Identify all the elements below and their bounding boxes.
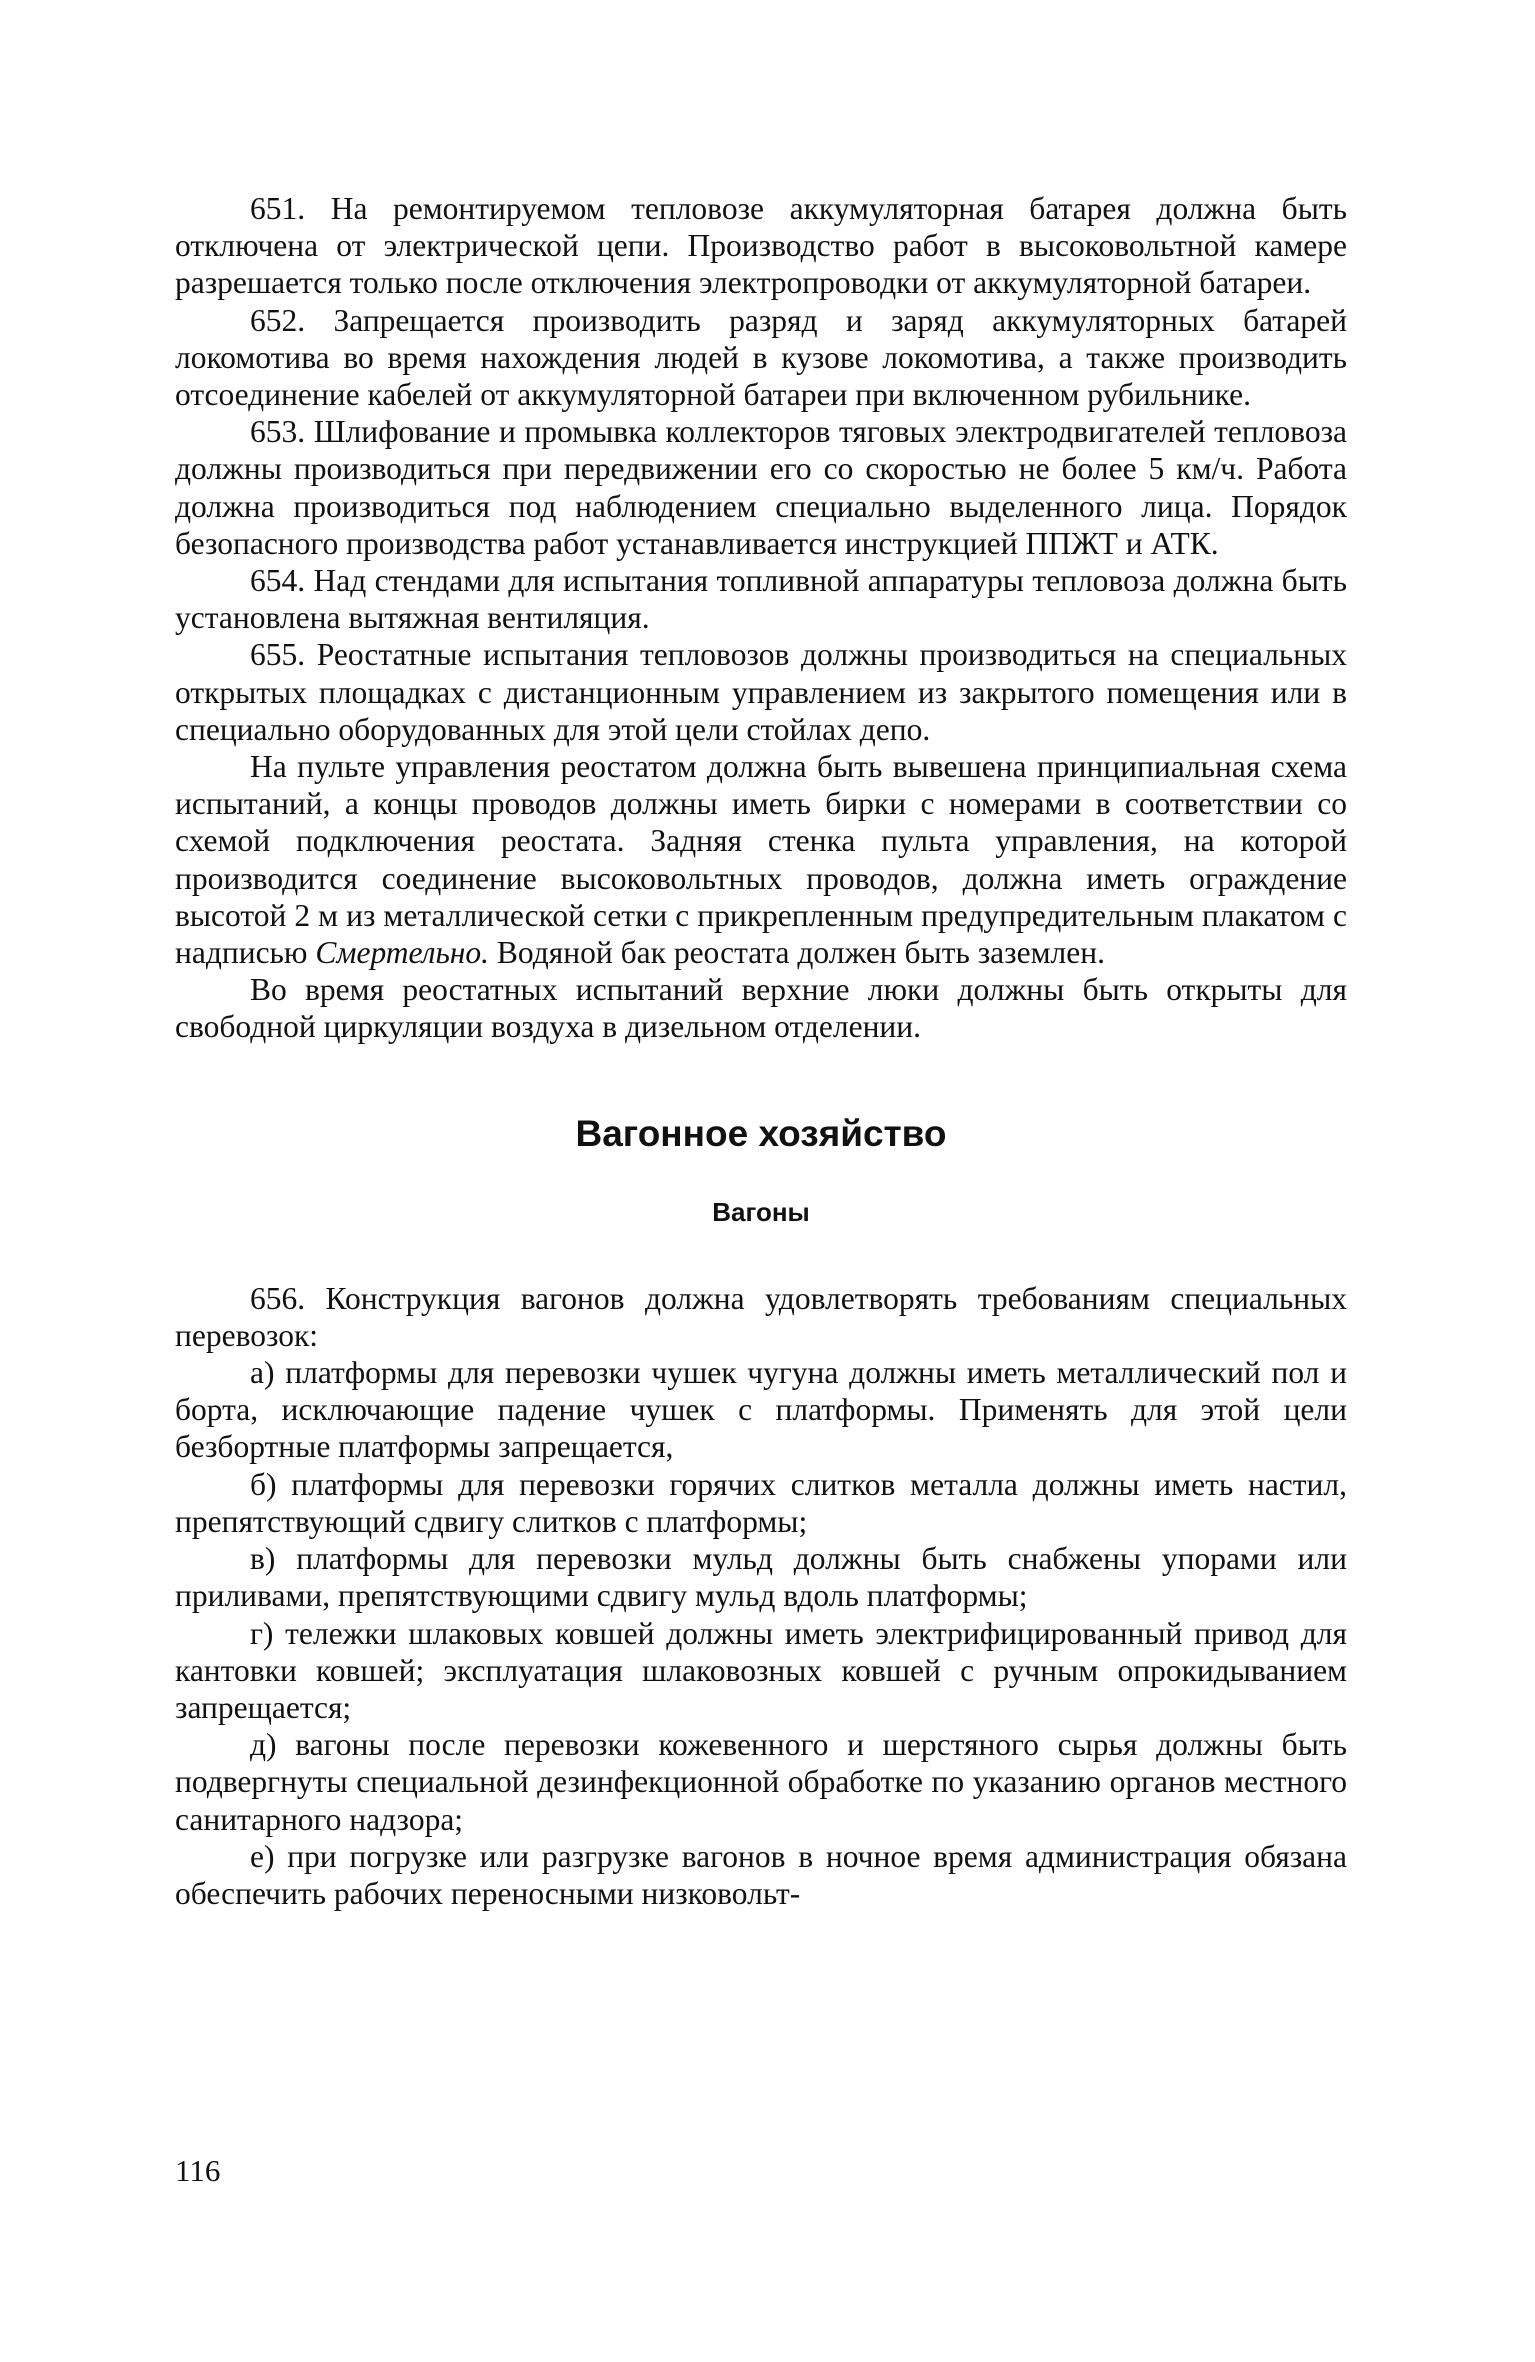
list-item-d: д) вагоны после перевозки кожевенного и шерстяного сырья должны быть подвергнуты специальной дезинфекционной обработке по указанию органов местного санитарного надзора; — [175, 1727, 1347, 1837]
paragraph-656: 656. Конструкция вагонов должна удовлетворять требованиям специальных перевозок: — [175, 1280, 1347, 1353]
paragraph-655: 655. Реостатные испытания тепловозов должны производиться на специальных открытых площадках с дистанционным управлением из закрытого помещения или в специально оборудованных для этой цели стойлах депо. — [175, 637, 1347, 747]
list-item-g: г) тележки шлаковых ковшей должны иметь электрифицированный привод для кантовки ковшей; эксплуатация шлаковозных ковшей с ручным опрокидыванием запрещается; — [175, 1615, 1347, 1725]
paragraph-652: 652. Запрещается производить разряд и заряд аккумуляторных батарей локомотива во время нахождения людей в кузове локомотива, а также производить отсоединение кабелей от аккумуляторной батареи при включенном рубильнике. — [175, 302, 1347, 413]
panel-text-before: На пульте управления реостатом должна быть вывешена принципиальная схема испытаний, а концы проводов должны иметь бирки с номерами в соответствии со схемой подключения реостата. Задняя стенка пульта управления, на которой производится соединение высоковольтных проводов, должна иметь ограждение высотой 2 м из металлической сетки с прикрепленным предупредительным плакатом с надписью — [175, 749, 1347, 971]
paragraph-653: 653. Шлифование и промывка коллекторов тяговых электродвигателей тепловоза должны производиться при передвижении его со скоростью не более 5 км/ч. Работа должна производиться под наблюдением специально выделенного лица. Порядок безопасного производства работ устанавливается инструкцией ППЖТ и АТК. — [175, 414, 1347, 561]
list-item-e: е) при погрузке или разгрузке вагонов в ночное время администрация обязана обеспечить рабочих переносными низковольт- — [175, 1838, 1347, 1911]
document-page — [175, 190, 1347, 1912]
paragraph-654: 654. Над стендами для испытания топливной аппаратуры тепловоза должна быть установлена вытяжная вентиляция. — [175, 563, 1347, 636]
section-title: Вагонное хозяйство — [575, 1112, 947, 1154]
page-number: 116 — [175, 2153, 221, 2188]
paragraph-hatches: Во время реостатных испытаний верхние люки должны быть открыты для свободной циркуляции воздуха в дизельном отделении. — [175, 972, 1347, 1045]
list-item-a: а) платформы для перевозки чушек чугуна должны иметь металлический пол и борта, исключающие падение чушек с платформы. Применять для этой цели безбортные платформы запрещается, — [175, 1355, 1347, 1465]
list-item-b: б) платформы для перевозки горячих слитков металла должны иметь настил, препятствующий сдвигу слитков с платформы; — [175, 1466, 1347, 1539]
subsection-title: Вагоны — [712, 1196, 810, 1227]
panel-text-after: Водяной бак реостата должен быть заземлен. — [489, 935, 1105, 971]
warning-word: Смертельно. — [315, 935, 490, 971]
list-item-v: в) платформы для перевозки мульд должны быть снабжены упорами или приливами, препятствующими сдвигу мульд вдоль платформы; — [175, 1541, 1347, 1614]
paragraph-control-panel — [175, 748, 1347, 971]
paragraph-651: 651. На ремонтируемом тепловозе аккумуляторная батарея должна быть отключена от электрической цепи. Производство работ в высоковольтной камере разрешается только после отключения электропроводки от аккумуляторной батареи. — [175, 191, 1347, 301]
